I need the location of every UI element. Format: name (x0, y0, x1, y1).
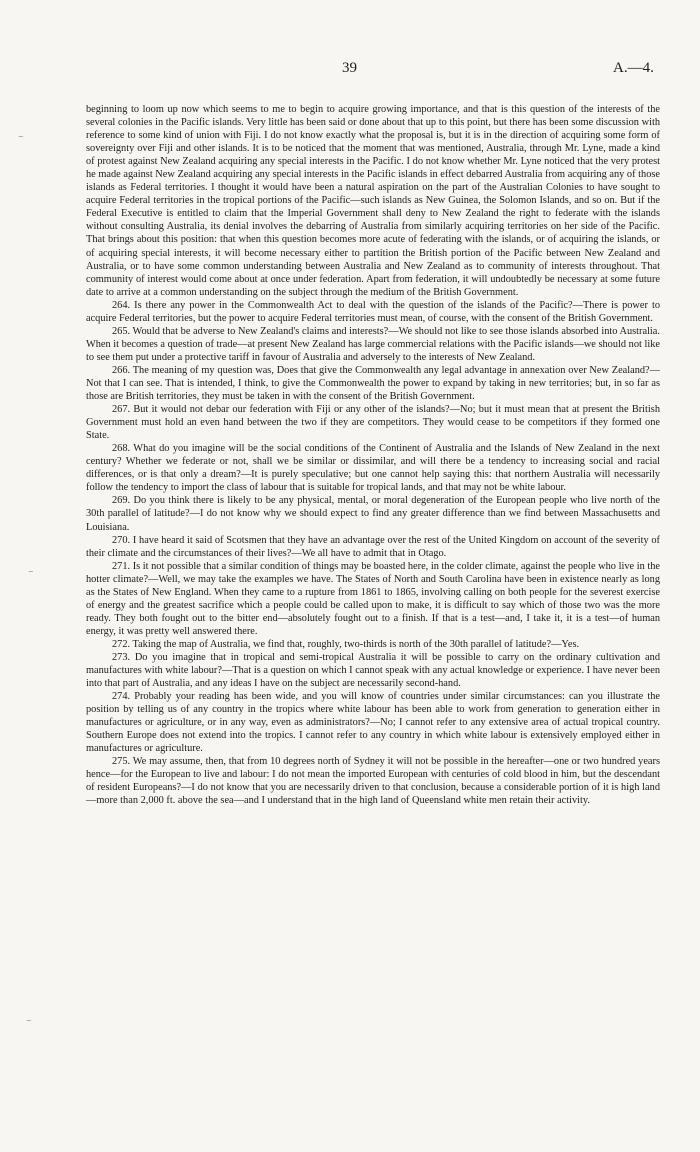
margin-mark: ⁻ (18, 132, 24, 145)
paragraph: 275. We may assume, then, that from 10 degrees north of Sydney it will not be possible in the hereafter—one or two hundred years hence—for the European to live and labour: I do not mean the imported European with centuries of cold blood in him, but the descendant of resident Europeans?—I do not know that you are necessarily driven to that conclusion, because a considerable portion of it is high land—more than 2,000 ft. above the sea—and I understand that in the high land of Queensland white men retain their activity. (86, 756, 660, 807)
page-number: 39 (342, 60, 357, 76)
paragraph: 264. Is there any power in the Commonwealth Act to deal with the question of the islands of the Pacific?—There is power to acquire Federal territories, but the power to acquire Federal territories must mean, of course, with the consent of the British Government. (86, 299, 660, 324)
document-reference: A.—4. (613, 60, 654, 76)
paragraph: 274. Probably your reading has been wide, and you will know of countries under similar circumstances: can you illustrate the position by telling us of any country in the tropics where white labour has been able to work from generation to generation either in manufactures or agriculture, or in any way, even as administrators?—No; I cannot refer to any extensive area of actual tropical country. Southern Europe does not extend into the tropics. I cannot refer to any country in which white labour is extensively employed either in manufactures or agriculture. (86, 691, 660, 755)
paragraph: 268. What do you imagine will be the social conditions of the Continent of Australia and the Islands of New Zealand in the next century? Whether we federate or not, shall we be similar or dissimilar, and will there be a tendency to increasing social and racial differences, or is that only a dream?—It is purely speculative; but one cannot help saying this: that northern Australia will necessarily follow the tendency to import the class of labour that is suitable for tropical lands, and that may not be white labour. (86, 443, 660, 494)
page-header (0, 60, 700, 80)
paragraph: 272. Taking the map of Australia, we find that, roughly, two-thirds is north of the 30th parallel of latitude?—Yes. (112, 638, 580, 650)
paragraph: beginning to loom up now which seems to me to begin to acquire growing importance, and that is this question of the interests of the several colonies in the Pacific islands. Very little has been said or done about that up to this point, but there has been some discussion with reference to some kind of union with Fiji. I do not know exactly what the proposal is, but it is in the direction of acquiring some form of sovereignty over Fiji and other islands. It is to be noticed that the moment that was mentioned, Australia, through Mr. Lyne, made a kind of protest against New Zealand acquiring any special interests in the Pacific. I do not know whether Mr. Lyne noticed that the very protest he made against New Zealand acquiring any special interests in the Pacific islands in effect debarred Australia from acquiring any of those islands as Federal territories. I thought it would have been a natural aspiration on the part of the Australian Colonies to have sought to acquire Federal territories in the tropical portions of the Pacific—such islands as New Guinea, the Solomon Islands, and so on. But if the Federal Executive is entitled to claim that the Imperial Government shall deny to New Zealand the right to federate with the islands without consulting Australia, its denial involves the debarring of Australia from similarly acquiring territories on her side of the Pacific. That brings about this position: that when this question becomes more acute of federating with the islands, or of acquiring the islands, or of acquiring special interests, it will become necessary either to partition the British portion of the Pacific between New Zealand and Australia, or to have some common understanding between Australia and New Zealand as to community of interests throughout. That community of interest would come about at once under federation. Apart from federation, it will undoubtedly be necessary at some future date to arrive at a common understanding on the subject through the medium of the British Government. (86, 104, 660, 298)
margin-mark: ⁻ (28, 567, 34, 580)
paragraph: 273. Do you imagine that in tropical and semi-tropical Australia it will be possible to carry on the ordinary cultivation and manufactures with white labour?—That is a question on which I cannot speak with any actual knowledge or experience. I have never been into that part of Australia, and any ideas I have on the subject are necessarily second-hand. (86, 651, 660, 690)
paragraph: 265. Would that be adverse to New Zealand's claims and interests?—We should not like to see those islands absorbed into Australia. When it becomes a question of trade—at present New Zealand has large commercial relations with the Pacific islands—we should not like to see them put under a protective tariff in favour of Australia and adversely to the interests of New Zealand. (86, 325, 660, 363)
paragraph: 269. Do you think there is likely to be any physical, mental, or moral degeneration of the European people who live north of the 30th parallel of latitude?—I do not know why we should expect to find any greater difference than we find between Massachusetts and Louisiana. (86, 495, 660, 533)
paragraph: 270. I have heard it said of Scotsmen that they have an advantage over the rest of the United Kingdom on account of the severity of their climate and the circumstances of their lives?—We all have to admit that in Otago. (86, 534, 660, 559)
paragraph: 267. But it would not debar our federation with Fiji or any other of the islands?—No; but it must mean that at present the British Government must hold an even hand between the two if they are competitors. They would cease to be competitors if they formed one State. (86, 404, 660, 442)
paragraph: 266. The meaning of my question was, Does that give the Commonwealth any legal advantage in annexation over New Zealand?—Not that I can see. That is intended, I think, to give the Commonwealth the power to expand by taking in new territories; but, in so far as those are British territories, they must be taken in with the consent of the British Government. (86, 364, 660, 403)
margin-mark: ⁻ (26, 1016, 32, 1029)
paragraph: 271. Is it not possible that a similar condition of things may be boasted here, in the colder climate, against the people who live in the hotter climate?—Well, we may take the examples we have. The States of North and South Carolina have been in existence nearly as long as the States of New England. When they came to a rupture from 1861 to 1865, involving calling on both people for the severest exercise of energy and the greatest sacrifice which a people could be called upon to make, it is difficult to say which of those two was the more ready. They both fought out to the bitter end—absolutely fought out to a finish. If that is a test—and, I take it, it is a test—of human energy, it was pretty well answered there. (86, 560, 660, 637)
page-body (86, 103, 660, 808)
